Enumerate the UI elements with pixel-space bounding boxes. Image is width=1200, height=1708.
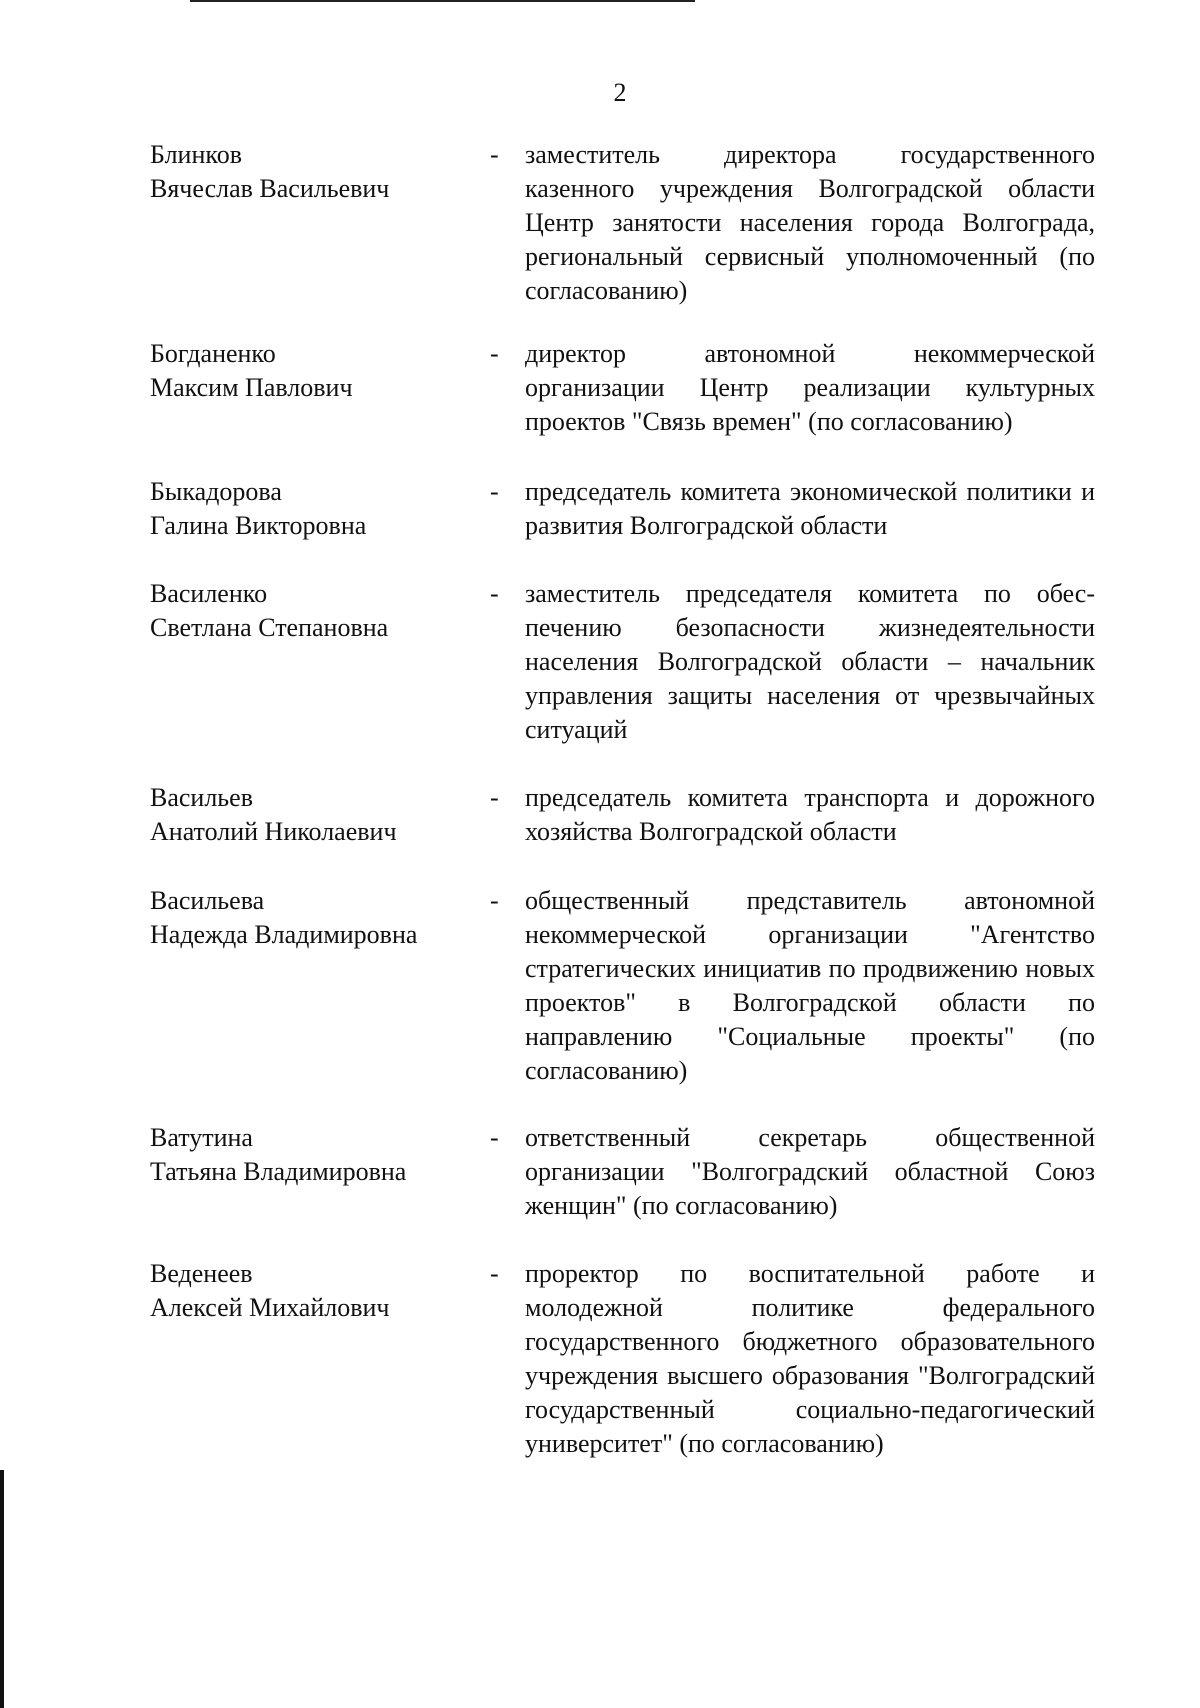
- member-given-names: Галина Викторовна: [150, 511, 367, 540]
- member-given-names: Надежда Владимировна: [150, 920, 418, 949]
- member-name: [150, 1121, 480, 1189]
- member-surname: Богданенко: [150, 339, 276, 368]
- scan-top-edge: [190, 0, 695, 2]
- separator-dash: -: [490, 339, 499, 368]
- member-surname: Васильев: [150, 783, 253, 812]
- member-name: [150, 1257, 480, 1325]
- member-position: ответственный секретарь общественной организации "Волгоградский областной Союз женщин" (по согласованию): [525, 1123, 1095, 1220]
- member-surname: Ватутина: [150, 1123, 253, 1152]
- member-name: [150, 884, 480, 952]
- member-given-names: Алексей Михайлович: [150, 1293, 390, 1322]
- member-name: [150, 138, 480, 206]
- member-surname: Василенко: [150, 579, 268, 608]
- separator-dash: -: [490, 1259, 499, 1288]
- separator-dash: -: [490, 477, 499, 506]
- member-given-names: Максим Павлович: [150, 373, 353, 402]
- separator-dash: -: [490, 783, 499, 812]
- member-position: заместитель председателя комитета по обеспечению безопасности жизнедеятельности населения Волгоградской области – начальник управления защиты населения от чрезвычайных ситуаций: [525, 579, 1095, 744]
- member-given-names: Татьяна Владимировна: [150, 1157, 407, 1186]
- member-position: директор автономной некоммерческой организации Центр реализации культурных проектов "Связь времен" (по согласованию): [525, 339, 1095, 436]
- member-given-names: Вячеслав Васильевич: [150, 174, 390, 203]
- member-name: [150, 781, 480, 849]
- separator-dash: -: [490, 140, 499, 169]
- member-surname: Веденеев: [150, 1259, 253, 1288]
- member-given-names: Анатолий Николаевич: [150, 817, 397, 846]
- separator-dash: -: [490, 579, 499, 608]
- member-position: заместитель директора государственного казенного учреждения Волгоградской области Центр занятости населения города Волгограда, региональный сервисный уполномоченный (по согласованию): [525, 140, 1095, 305]
- scan-left-edge: [0, 1470, 4, 1708]
- member-position: председатель комитета экономической политики и развития Волгоградской области: [525, 477, 1095, 540]
- member-name: [150, 337, 480, 405]
- member-surname: Быкадорова: [150, 477, 282, 506]
- member-position: председатель комитета транспорта и дорожного хозяйства Волгоградской области: [525, 783, 1095, 846]
- member-position: общественный представитель автономной некоммерческой организации "Агентство стратегических инициатив по продвижению новых проектов" в Волгоградской области по направлению "Социальные проекты" (по согласованию): [525, 886, 1095, 1085]
- member-name: [150, 577, 480, 645]
- page-number: 2: [613, 78, 627, 107]
- separator-dash: -: [490, 1123, 499, 1152]
- separator-dash: -: [490, 886, 499, 915]
- member-surname: Васильева: [150, 886, 265, 915]
- member-name: [150, 475, 480, 543]
- member-surname: Блинков: [150, 140, 242, 169]
- member-given-names: Светлана Степановна: [150, 613, 389, 642]
- member-position: проректор по воспитательной работе и молодежной политике федерального государственного бюджетного образовательного учреждения высшего образования "Волгоградский государственный социально-педагогический университет" (по согласованию): [525, 1259, 1095, 1458]
